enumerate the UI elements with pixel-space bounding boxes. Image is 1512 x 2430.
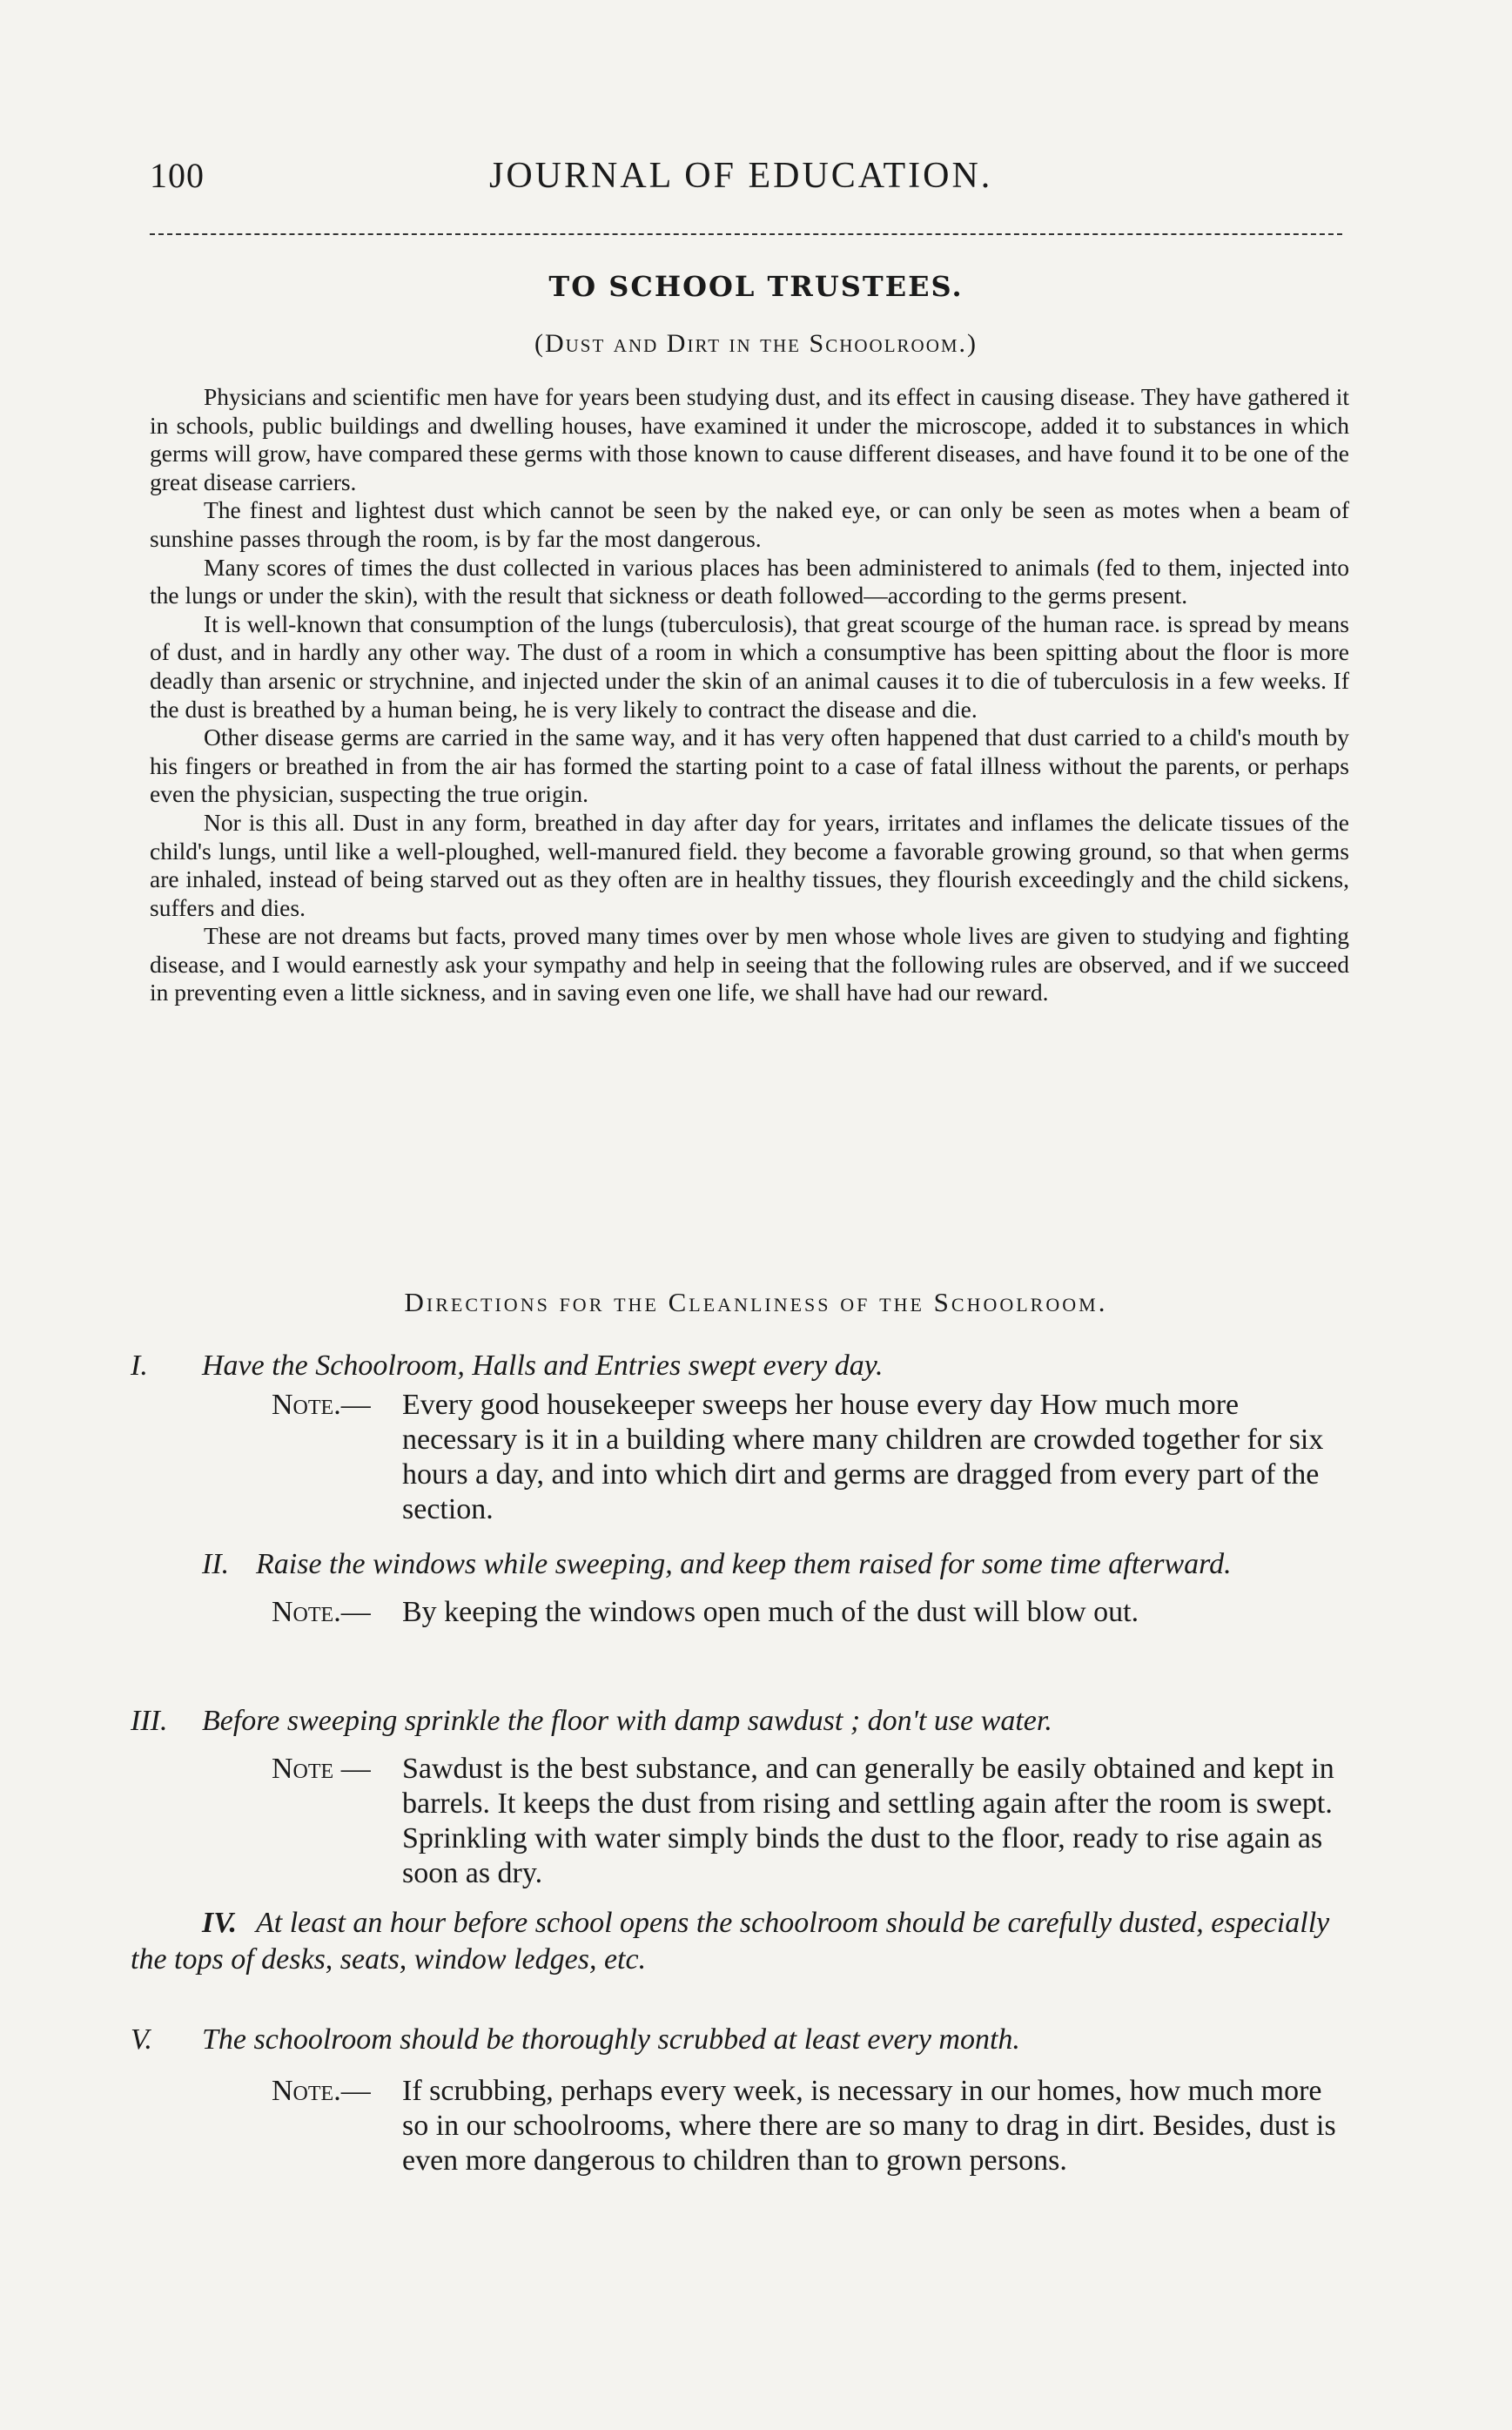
rule-note — [131, 1388, 1349, 1527]
rule-instruction: Raise the windows while sweeping, and keep them raised for some time afterward. — [256, 1548, 1232, 1580]
note-label: Note — — [272, 1753, 371, 1785]
paragraph: These are not dreams but facts, proved many times over by men whose whole lives are given to studying and fighting disease, and I would earnestly ask your sympathy and help in seeing that the following rules are observed, and if we succeed in preventing even a little sickness, and in saving even one life, we shall have had our reward. — [150, 922, 1349, 1006]
paragraph: Nor is this all. Dust in any form, breathed in day after day for years, irritates and inflames the delicate tissues of the child's lungs, until like a well-ploughed, well-manured field. they become a favorable growing ground, so that when germs are inhaled, instead of being starved out as they often are in healthy tissues, they flourish exceedingly and the child sickens, suffers and dies. — [150, 808, 1349, 921]
rule-text — [131, 1905, 1349, 1978]
rule-text — [131, 1703, 1349, 1740]
paragraph: Many scores of times the dust collected in various places has been administered to animals (fed to them, injected into the lungs or under the skin), with the result that sickness or death followed—according to the germs present. — [150, 553, 1349, 609]
rule-instruction: The schoolroom should be thoroughly scrubbed at least every month. — [202, 2023, 1020, 2056]
rule-item — [131, 1546, 1349, 1630]
rule-item — [131, 2022, 1349, 2178]
note-text: Every good housekeeper sweeps her house every day How much more necessary is it in a building where many children are crowded together for six hours a day, and into which dirt and germs are dragged from every part of the section. — [402, 1389, 1324, 1525]
rule-instruction: Have the Schoolroom, Halls and Entries swept every day. — [202, 1350, 884, 1382]
rule-item — [131, 1703, 1349, 1891]
rule-note — [131, 2074, 1349, 2178]
article-subtitle: (Dust and Dirt in the Schoolroom.) — [534, 329, 978, 358]
header-divider — [150, 233, 1342, 235]
journal-title: JOURNAL OF EDUCATION. — [489, 156, 993, 196]
rule-item — [131, 1348, 1349, 1527]
rule-item — [131, 1905, 1349, 1978]
paragraph: Other disease germs are carried in the same way, and it has very often happened that dust carried to a child's mouth by his fingers or breathed in from the air has formed the starting point to a case of fatal illness without the parents, or perhaps even the physician, suspecting the true origin. — [150, 724, 1349, 808]
rule-note — [131, 1595, 1349, 1630]
rule-numeral: I. — [131, 1350, 148, 1382]
note-label: Note.— — [272, 1389, 371, 1421]
note-label: Note.— — [272, 2075, 371, 2107]
rule-numeral: II. — [202, 1548, 230, 1580]
rule-text — [131, 1546, 1349, 1583]
rule-text — [131, 1348, 1349, 1384]
article-title: TO SCHOOL TRUSTEES. — [548, 270, 964, 303]
note-text: If scrubbing, perhaps every week, is necessary in our homes, how much more so in our schoolrooms, where there are so many to drag in dirt. Besides, dust is even more dangerous to children than to grown persons. — [402, 2075, 1336, 2177]
note-label: Note.— — [272, 1596, 371, 1628]
rule-text — [131, 2022, 1349, 2058]
note-text: Sawdust is the best substance, and can generally be easily obtained and kept in barrels. It keeps the dust from rising and settling again after the room is swept. Sprinkling with water simply binds the dust to the floor, ready to rise again as soon as dry. — [402, 1753, 1334, 1889]
rule-numeral: III. — [131, 1705, 168, 1737]
rule-instruction: Before sweeping sprinkle the floor with damp sawdust ; don't use water. — [202, 1705, 1052, 1737]
article-body — [150, 383, 1349, 1007]
rule-note — [131, 1752, 1349, 1891]
page-number: 100 — [150, 156, 205, 195]
paragraph: Physicians and scientific men have for years been studying dust, and its effect in causing disease. They have gathered it in schools, public buildings and dwelling houses, have examined it under the microscope, added it to substances in which germs will grow, have compared these germs with those known to cause different diseases, and have found it to be one of the great disease carriers. — [150, 383, 1349, 495]
note-text: By keeping the windows open much of the dust will blow out. — [402, 1596, 1139, 1628]
page-header — [150, 155, 1342, 207]
paragraph: The finest and lightest dust which cannot be seen by the naked eye, or can only be seen as motes when a beam of sunshine passes through the room, is by far the most dangerous. — [150, 496, 1349, 552]
paragraph: It is well-known that consumption of the lungs (tuberculosis), that great scourge of the human race. is spread by means of dust, and in hardly any other way. The dust of a room in which a consumptive has been spitting about the floor is more deadly than arsenic or strychnine, and injected under the skin of an animal causes it to die of tuberculosis in a few weeks. If the dust is breathed by a human being, he is very likely to contract the disease and die. — [150, 609, 1349, 723]
rule-instruction: At least an hour before school opens the schoolroom should be carefully dusted, especially the tops of desks, seats, window ledges, etc. — [131, 1907, 1330, 1976]
rule-numeral: IV. — [202, 1907, 238, 1939]
directions-heading: Directions for the Cleanliness of the Schoolroom. — [404, 1287, 1108, 1317]
rule-numeral: V. — [131, 2023, 152, 2056]
